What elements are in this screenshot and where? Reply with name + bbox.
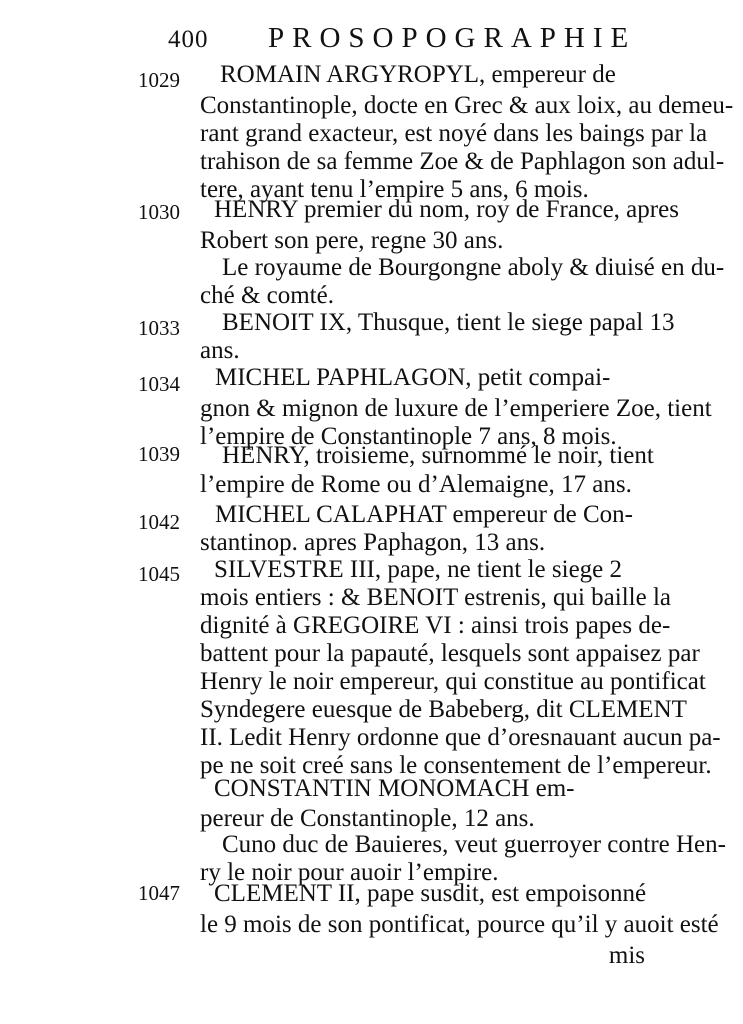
text-line: pereur de Constantinople, 12 ans. — [200, 805, 535, 832]
text-line: Syndegere euesque de Babeberg, dit CLEMENT — [200, 696, 687, 723]
catchword: mis — [608, 942, 645, 969]
text-line: BENOIT IX, Thusque, tient le siege papal 13 — [222, 309, 675, 336]
margin-year: 1034 — [138, 372, 180, 396]
margin-year: 1047 — [138, 881, 180, 905]
text-line: dignité à GREGOIRE VI : ainsi trois papes de- — [200, 612, 671, 639]
text-line: HENRY premier du nom, roy de France, apres — [214, 196, 679, 223]
text-line: Constantinople, docte en Grec & aux loix, au demeu- — [200, 92, 734, 119]
text-line: MICHEL CALAPHAT empereur de Con- — [215, 501, 633, 528]
margin-year: 1045 — [138, 562, 180, 586]
page-number: 400 — [168, 26, 209, 53]
text-line: MICHEL PAPHLAGON, petit compai- — [215, 364, 611, 391]
text-line: ROMAIN ARGYROPYL, empereur de — [220, 61, 616, 88]
text-line: CLEMENT II, pape susdit, est empoisonné — [214, 880, 647, 907]
text-line: ché & comté. — [200, 282, 334, 309]
text-line: rant grand exacteur, est noyé dans les baings par la — [200, 120, 708, 147]
text-line: pe ne soit creé sans le consentement de l’empereur. — [200, 752, 712, 779]
text-line: SILVESTRE III, pape, ne tient le siege 2 — [214, 556, 623, 583]
text-line: battent pour la papauté, lesquels sont appaisez par — [200, 640, 700, 667]
text-line: Le royaume de Bourgongne aboly & diuisé en du- — [222, 254, 725, 281]
text-line: stantinop. apres Paphagon, 13 ans. — [200, 529, 546, 556]
margin-year: 1030 — [138, 200, 180, 224]
text-line: le 9 mois de son pontificat, pource qu’il y auoit esté — [200, 911, 719, 938]
margin-year: 1033 — [138, 316, 180, 340]
text-line: Robert son pere, regne 30 ans. — [200, 227, 504, 254]
running-title: PROSOPOGRAPHIE — [268, 22, 637, 54]
text-line: II. Ledit Henry ordonne que d’oresnauant aucun pa- — [200, 724, 721, 751]
text-line: CONSTANTIN MONOMACH em- — [214, 775, 575, 802]
text-line: l’empire de Constantinople 7 ans, 8 mois. — [200, 423, 617, 450]
text-line: Cuno duc de Bauieres, veut guerroyer contre Hen- — [222, 831, 726, 858]
margin-year: 1029 — [138, 68, 180, 92]
text-line: Henry le noir empereur, qui constitue au pontificat — [200, 668, 706, 695]
text-line: ry le noir pour auoir l’empire. — [200, 859, 499, 886]
margin-year: 1039 — [138, 442, 180, 466]
text-line: ans. — [200, 337, 240, 364]
text-line: HENRY, troisieme, surnommé le noir, tient — [222, 442, 654, 469]
text-line: tere, ayant tenu l’empire 5 ans, 6 mois. — [200, 176, 589, 203]
text-line: l’empire de Rome ou d’Alemaigne, 17 ans. — [200, 471, 632, 498]
margin-year: 1042 — [138, 510, 180, 534]
text-line: mois entiers : & BENOIT estrenis, qui baille la — [200, 584, 671, 611]
text-line: trahison de sa femme Zoe & de Paphlagon son adul- — [200, 148, 725, 175]
text-line: gnon & mignon de luxure de l’emperiere Zoe, tient — [200, 395, 712, 422]
